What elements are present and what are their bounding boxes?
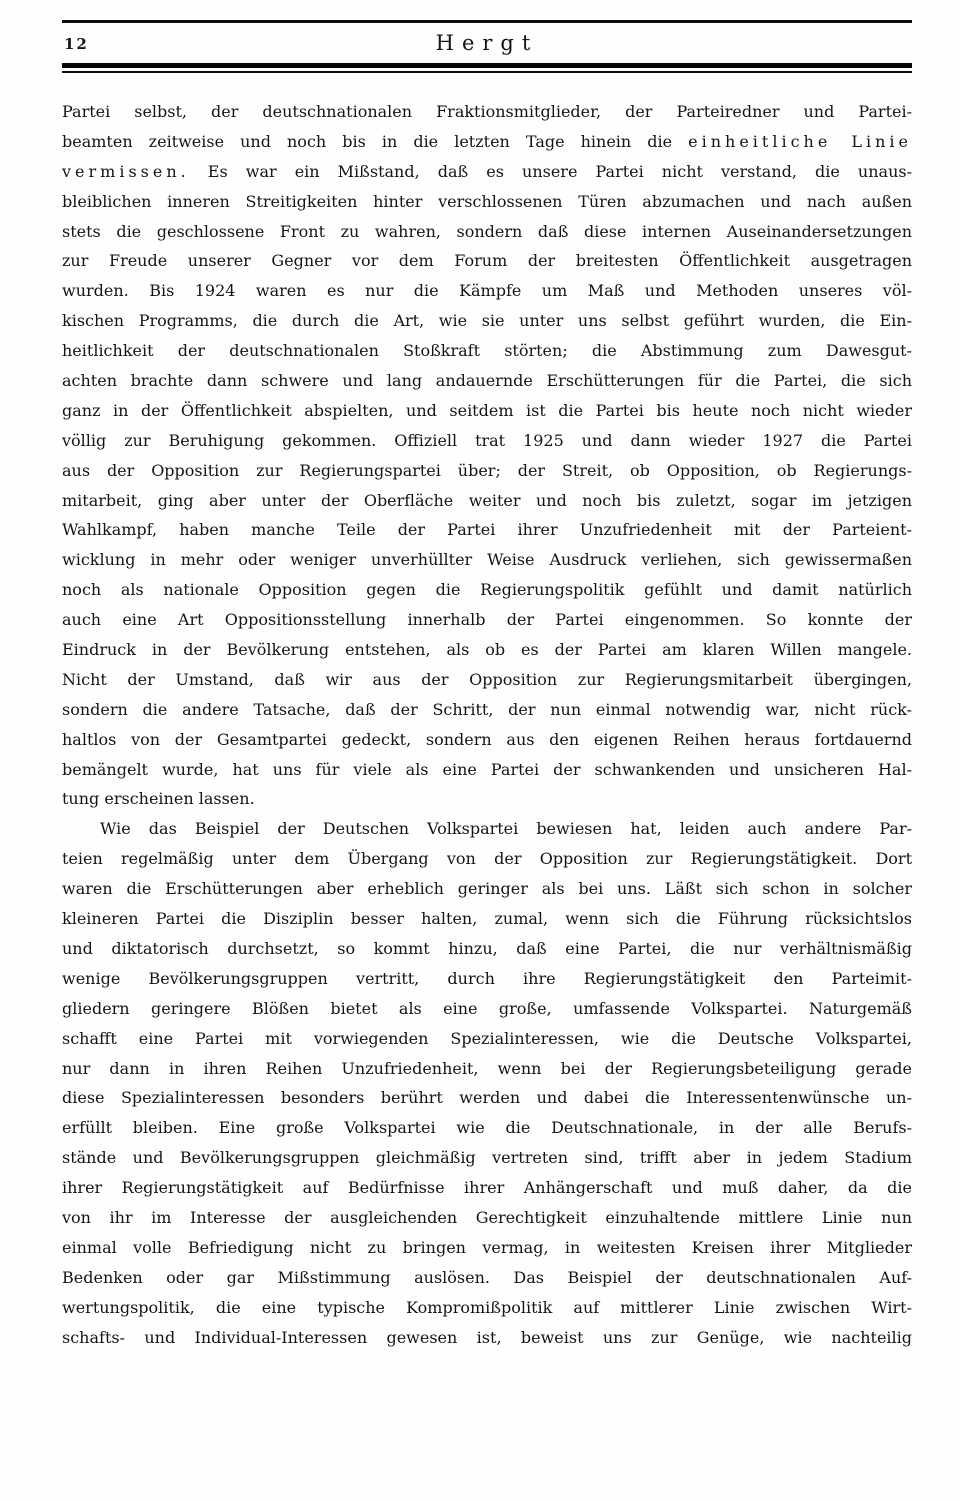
text-segment: achten brachte dann schwere und lang andauernde Erschütterungen für die Partei, die sich [62, 371, 912, 391]
text-line [62, 575, 912, 605]
text-segment: diese Spezialinteressen besonders berührt werden und dabei die Interessentenwünsche un- [62, 1088, 912, 1108]
text-segment: kleineren Partei die Disziplin besser halten, zumal, wenn sich die Führung rücksichtslos [62, 909, 912, 929]
text-line [62, 1113, 912, 1143]
text-segment: bemängelt wurde, hat uns für viele als eine Partei der schwankenden und unsicheren Hal- [62, 759, 912, 779]
text-line [62, 426, 912, 456]
text-line [62, 1263, 912, 1293]
header-rule-thick [62, 63, 912, 68]
text-segment: haltlos von der Gesamtpartei gedeckt, sondern aus den eigenen Reihen heraus fortdauernd [62, 729, 912, 749]
text-segment: noch als nationale Opposition gegen die Regierungspolitik gefühlt und damit natürlich [62, 580, 912, 600]
text-line [62, 1233, 912, 1263]
text-line [62, 246, 912, 276]
page-number: 12 [64, 35, 89, 53]
text-line [62, 755, 912, 785]
text-line [62, 725, 912, 755]
text-segment: Wahlkampf, haben manche Teile der Partei ihrer Unzufriedenheit mit der Parteient- [62, 520, 912, 540]
text-line [62, 187, 912, 217]
text-line [62, 336, 912, 366]
text-segment: nur dann in ihren Reihen Unzufriedenheit, wenn bei der Regierungsbeteiligung gerade [62, 1058, 912, 1078]
text-line [62, 157, 912, 187]
text-segment: Eindruck in der Bevölkerung entstehen, als ob es der Partei am klaren Willen mangele. [62, 640, 912, 660]
running-head: Hergt [435, 31, 539, 55]
text-line [62, 97, 912, 127]
text-segment: tung erscheinen lassen. [62, 789, 255, 809]
text-line [62, 1323, 912, 1353]
text-line [62, 545, 912, 575]
text-line [62, 844, 912, 874]
text-line [62, 605, 912, 635]
text-line [62, 456, 912, 486]
text-line [62, 127, 912, 157]
text-line [62, 934, 912, 964]
text-segment: Bedenken oder gar Mißstimmung auslösen. Das Beispiel der deutschnationalen Auf- [62, 1267, 912, 1287]
text-segment: schafft eine Partei mit vorwiegenden Spezialinteressen, wie die Deutsche Volkspartei, [62, 1028, 912, 1048]
text-segment: gliedern geringere Blößen bietet als eine große, umfassende Volkspartei. Naturgemäß [62, 998, 912, 1018]
text-segment: völlig zur Beruhigung gekommen. Offiziell trat 1925 und dann wieder 1927 die Partei [62, 430, 912, 450]
text-segment: teien regelmäßig unter dem Übergang von der Opposition zur Regierungstätigkeit. Dort [62, 849, 912, 869]
emphasized-text: vermissen. [62, 161, 190, 181]
text-line [62, 1024, 912, 1054]
text-line [62, 665, 912, 695]
text-segment: bleiblichen inneren Streitigkeiten hinter verschlossenen Türen abzumachen und nach außen [62, 191, 912, 211]
text-segment: und diktatorisch durchsetzt, so kommt hinzu, daß eine Partei, die nur verhältnismäßig [62, 938, 912, 958]
text-segment: wurden. Bis 1924 waren es nur die Kämpfe um Maß und Methoden unseres völ- [62, 281, 912, 301]
text-segment: schafts- und Individual-Interessen gewesen ist, beweist uns zur Genüge, wie nachteilig [62, 1327, 912, 1347]
text-line [62, 1203, 912, 1233]
page-header [62, 23, 912, 63]
text-line [62, 1293, 912, 1323]
body-text [62, 97, 912, 1352]
text-segment: zur Freude unserer Gegner vor dem Forum der breitesten Öffentlichkeit ausgetragen [62, 251, 912, 271]
text-line [62, 814, 912, 844]
text-line [62, 276, 912, 306]
header-rule-thin [62, 71, 912, 73]
text-segment: kischen Programms, die durch die Art, wie sie unter uns selbst geführt wurden, die Ein- [62, 311, 912, 331]
text-segment: Es war ein Mißstand, daß es unsere Partei nicht verstand, die unaus- [189, 161, 912, 181]
text-segment: wicklung in mehr oder weniger unverhüllter Weise Ausdruck verliehen, sich gewissermaßen [62, 550, 912, 570]
text-segment: erfüllt bleiben. Eine große Volkspartei wie die Deutschnationale, in der alle Berufs- [62, 1118, 912, 1138]
text-segment: von ihr im Interesse der ausgleichenden Gerechtigkeit einzuhaltende mittlere Linie nun [62, 1207, 912, 1227]
text-line [62, 695, 912, 725]
text-segment: wertungspolitik, die eine typische Kompromißpolitik auf mittlerer Linie zwischen Wirt- [62, 1297, 912, 1317]
text-segment: einmal volle Befriedigung nicht zu bringen vermag, in weitesten Kreisen ihrer Mitglieder [62, 1237, 912, 1257]
text-line [62, 515, 912, 545]
text-segment: ihrer Regierungstätigkeit auf Bedürfnisse ihrer Anhängerschaft und muß daher, da die [62, 1178, 912, 1198]
text-segment: sondern die andere Tatsache, daß der Schritt, der nun einmal notwendig war, nicht rück- [62, 699, 912, 719]
text-segment: heitlichkeit der deutschnationalen Stoßkraft störten; die Abstimmung zum Dawesgut- [62, 341, 912, 361]
text-segment: Nicht der Umstand, daß wir aus der Opposition zur Regierungsmitarbeit übergingen, [62, 669, 912, 689]
text-line [62, 904, 912, 934]
text-line [62, 964, 912, 994]
text-segment: wenige Bevölkerungsgruppen vertritt, durch ihre Regierungstätigkeit den Parteimit- [62, 968, 912, 988]
text-segment: stets die geschlossene Front zu wahren, sondern daß diese internen Auseinandersetzungen [62, 221, 912, 241]
emphasized-text: einheitliche Linie [688, 131, 912, 151]
text-line [62, 1083, 912, 1113]
text-segment: auch eine Art Oppositionsstellung innerhalb der Partei eingenommen. So konnte der [62, 610, 912, 630]
text-line [62, 994, 912, 1024]
text-segment: Wie das Beispiel der Deutschen Volkspartei bewiesen hat, leiden auch andere Par- [100, 819, 912, 839]
text-line [62, 1054, 912, 1084]
text-line [62, 486, 912, 516]
text-segment: aus der Opposition zur Regierungspartei über; der Streit, ob Opposition, ob Regierungs- [62, 460, 912, 480]
text-line [62, 1173, 912, 1203]
text-segment: stände und Bevölkerungsgruppen gleichmäßig vertreten sind, trifft aber in jedem Stadium [62, 1148, 912, 1168]
text-line [62, 1143, 912, 1173]
text-segment: ganz in der Öffentlichkeit abspielten, und seitdem ist die Partei bis heute noch nicht wieder [62, 400, 912, 420]
text-line [62, 874, 912, 904]
text-line [62, 366, 912, 396]
text-line [62, 635, 912, 665]
text-line [62, 306, 912, 336]
text-line [62, 217, 912, 247]
text-segment: waren die Erschütterungen aber erheblich geringer als bei uns. Läßt sich schon in solcher [62, 879, 912, 899]
text-segment: beamten zeitweise und noch bis in die letzten Tage hinein die [62, 131, 689, 151]
text-segment: Partei selbst, der deutschnationalen Fraktionsmitglieder, der Parteiredner und Partei- [62, 102, 912, 121]
text-segment: mitarbeit, ging aber unter der Oberfläche weiter und noch bis zuletzt, sogar im jetzigen [62, 490, 912, 510]
text-line [62, 784, 912, 814]
text-line [62, 396, 912, 426]
